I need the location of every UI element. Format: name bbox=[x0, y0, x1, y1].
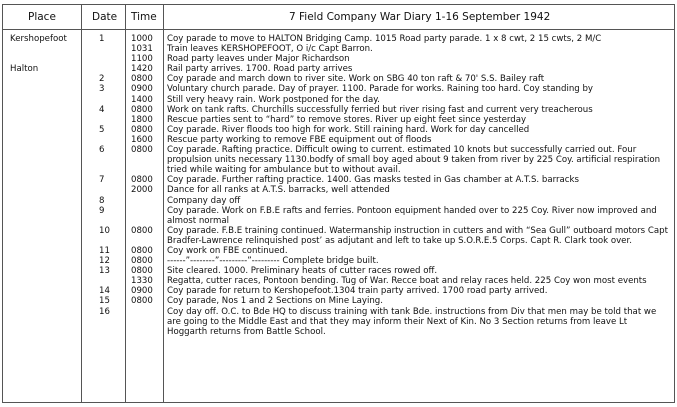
entry-text-cell: Coy parade, Nos 1 and 2 Sections on Mine Laying. bbox=[167, 296, 383, 307]
date-cell: 1 bbox=[99, 34, 105, 44]
time-cell: 0800 bbox=[131, 145, 153, 156]
time-cell bbox=[125, 196, 163, 206]
diary-entry-row bbox=[3, 196, 674, 206]
time-cell: 1600 bbox=[131, 134, 153, 145]
time-cell: 0800 bbox=[131, 245, 153, 256]
date-cell: 2 bbox=[99, 74, 105, 85]
diary-entry-row bbox=[3, 105, 674, 115]
place-cell bbox=[3, 84, 81, 94]
diary-entry-row bbox=[3, 135, 674, 145]
diary-entry-row bbox=[3, 246, 674, 256]
entry-text-cell: Coy parade. River floods too high for work. Still raining hard. Work for day cancelled bbox=[167, 124, 530, 135]
entry-text-cell: Coy parade. Work on F.B.E rafts and ferries. Pontoon equipment handed over to 225 Coy. River now improved and almost normal bbox=[167, 205, 657, 226]
date-cell: 14 bbox=[99, 286, 110, 297]
header-title: 7 Field Company War Diary 1-16 September 1942 bbox=[289, 11, 551, 23]
diary-entry-row bbox=[3, 276, 674, 286]
place-cell: Halton bbox=[10, 64, 39, 75]
diary-entry-row bbox=[3, 74, 674, 84]
date-cell bbox=[81, 64, 125, 74]
time-cell: 0800 bbox=[131, 256, 153, 267]
date-cell: 6 bbox=[99, 145, 105, 156]
time-cell: 1400 bbox=[131, 94, 153, 105]
time-cell: 0800 bbox=[131, 74, 153, 85]
entry-text-cell: ------”--------”---------”--------- Complete bridge built. bbox=[167, 256, 379, 267]
entry-text-cell: Coy day off. O.C. to Bde HQ to discuss training with tank Bde. instructions from Div that men may be told that we are going to the Middle East and that they may inform their Next of Kin. No 3 Section returns from leave Lt Hoggarth returns from Battle School. bbox=[167, 306, 657, 337]
date-cell: 16 bbox=[99, 306, 110, 317]
diary-entry-row bbox=[3, 266, 674, 276]
date-cell: 12 bbox=[99, 256, 110, 267]
entry-text-cell: Rail party arrives. 1700. Road party arrives bbox=[167, 64, 353, 75]
entry-text-cell: Dance for all ranks at A.T.S. barracks, well attended bbox=[167, 185, 390, 196]
time-cell bbox=[125, 206, 163, 226]
diary-entry-row bbox=[3, 64, 674, 74]
entry-text-cell: Train leaves KERSHOPEFOOT, O i/c Capt Barron. bbox=[167, 44, 373, 55]
date-cell: 10 bbox=[99, 225, 110, 236]
place-cell bbox=[3, 135, 81, 145]
diary-entry-row bbox=[3, 175, 674, 185]
place-cell bbox=[3, 175, 81, 185]
place-cell bbox=[3, 246, 81, 256]
header-date: Date bbox=[92, 11, 118, 23]
entry-text-cell: Regatta, cutter races, Pontoon bending. Tug of War. Recce boat and relay races held. 225 Coy won most events bbox=[167, 276, 647, 287]
place-cell bbox=[3, 307, 81, 337]
date-cell: 9 bbox=[99, 205, 105, 216]
place-cell bbox=[3, 54, 81, 64]
place-cell bbox=[3, 74, 81, 84]
diary-entry-row bbox=[3, 296, 674, 306]
time-cell: 0800 bbox=[131, 175, 153, 186]
entry-text-cell: Coy parade for return to Kershopefoot.1304 train party arrived. 1700 road party arrived. bbox=[167, 286, 548, 297]
place-cell bbox=[3, 286, 81, 296]
date-cell bbox=[81, 44, 125, 54]
time-cell bbox=[125, 307, 163, 337]
header-time: Time bbox=[131, 11, 157, 23]
time-cell: 0800 bbox=[131, 225, 153, 236]
diary-entry-row bbox=[3, 84, 674, 94]
place-cell bbox=[3, 266, 81, 276]
entry-text-cell: Rescue party working to remove FBE equipment out of floods bbox=[167, 134, 432, 145]
place-cell bbox=[3, 105, 81, 115]
diary-entry-row bbox=[3, 145, 674, 175]
time-cell: 0900 bbox=[131, 286, 153, 297]
entry-text-cell: Work on tank rafts. Churchills successfully ferried but river rising fast and current very treacherous bbox=[167, 104, 593, 115]
entry-text-cell: Site cleared. 1000. Preliminary heats of cutter races rowed off. bbox=[167, 266, 438, 277]
diary-entry-row bbox=[3, 286, 674, 296]
entry-text-cell: Coy parade and march down to river site. Work on SBG 40 ton raft & 70' S.S. Bailey raft bbox=[167, 74, 545, 85]
date-cell: 3 bbox=[99, 84, 105, 95]
place-cell bbox=[3, 185, 81, 195]
place-cell bbox=[3, 145, 81, 175]
entry-text-cell: Still very heavy rain. Work postponed for the day. bbox=[167, 94, 380, 105]
time-cell: 1420 bbox=[131, 64, 153, 75]
header-place: Place bbox=[28, 11, 56, 23]
diary-entry-row bbox=[3, 125, 674, 135]
diary-entry-row bbox=[3, 115, 674, 125]
date-cell: 5 bbox=[99, 124, 105, 135]
place-cell: Kershopefoot bbox=[10, 34, 67, 44]
entry-text-cell: Coy parade. Further rafting practice. 1400. Gas masks tested in Gas chamber at A.T.S. barracks bbox=[167, 175, 579, 186]
entry-text-cell: Rescue parties sent to “hard” to remove stores. River up eight feet since yesterday bbox=[167, 114, 527, 125]
date-cell bbox=[81, 54, 125, 64]
date-cell bbox=[81, 185, 125, 195]
diary-entry-row bbox=[3, 256, 674, 266]
time-cell: 0800 bbox=[131, 104, 153, 115]
entry-text-cell: Coy parade to move to HALTON Bridging Camp. 1015 Road party parade. 1 x 8 cwt, 2 15 cwts, 2 M/C bbox=[167, 34, 602, 44]
place-cell bbox=[3, 44, 81, 54]
place-cell bbox=[3, 125, 81, 135]
date-cell: 4 bbox=[99, 104, 105, 115]
diary-entry-row bbox=[3, 44, 674, 54]
place-cell bbox=[3, 276, 81, 286]
diary-entry-row bbox=[3, 34, 674, 44]
date-cell bbox=[81, 276, 125, 286]
place-cell bbox=[3, 296, 81, 306]
entry-text-cell: Road party leaves under Major Richardson bbox=[167, 54, 350, 65]
entry-text-cell: Coy parade. F.B.E training continued. Watermanship instruction in cutters and with “Sea Gull” outboard motors Capt Bradfer-Lawrence relinquished post’ as adjutant and left to take up S.O.R.E.5 Corps. Capt R. Clark took over. bbox=[167, 225, 668, 246]
place-cell bbox=[3, 115, 81, 125]
diary-entry-row bbox=[3, 95, 674, 105]
time-cell: 2000 bbox=[131, 185, 153, 196]
time-cell: 1800 bbox=[131, 114, 153, 125]
entry-text-cell: Company day off bbox=[167, 195, 241, 206]
entry-text-cell: Coy parade. Rafting practice. Difficult owing to current. estimated 10 knots but successfully carried out. Four propulsion units necessary 1130.bodfy of small boy aged about 9 taken from river by 225 Coy. artificial respiration tried while waiting for ambulance but to without avail. bbox=[167, 145, 661, 176]
date-cell: 13 bbox=[99, 266, 110, 277]
entry-text-cell: Voluntary church parade. Day of prayer. 1100. Parade for works. Raining too hard. Coy standing by bbox=[167, 84, 594, 95]
entry-text-cell: Coy work on FBE continued. bbox=[167, 245, 288, 256]
table-body bbox=[3, 29, 674, 402]
time-cell: 0900 bbox=[131, 84, 153, 95]
diary-entry-row bbox=[3, 54, 674, 64]
place-cell bbox=[3, 196, 81, 206]
date-cell bbox=[81, 95, 125, 105]
place-cell bbox=[3, 95, 81, 105]
table-header bbox=[3, 5, 674, 30]
date-cell: 11 bbox=[99, 245, 110, 256]
date-cell: 7 bbox=[99, 175, 105, 186]
date-cell bbox=[81, 135, 125, 145]
time-cell: 1031 bbox=[131, 44, 153, 55]
time-cell: 1100 bbox=[131, 54, 153, 65]
time-cell: 0800 bbox=[131, 266, 153, 277]
diary-entry-row bbox=[3, 226, 674, 246]
diary-entry-row bbox=[3, 185, 674, 195]
time-cell: 1000 bbox=[131, 34, 153, 44]
date-cell: 8 bbox=[99, 195, 105, 206]
time-cell: 0800 bbox=[131, 296, 153, 307]
place-cell bbox=[3, 226, 81, 246]
place-cell bbox=[3, 256, 81, 266]
diary-rows bbox=[3, 34, 674, 337]
place-cell bbox=[3, 206, 81, 226]
date-cell: 15 bbox=[99, 296, 110, 307]
time-cell: 0800 bbox=[131, 124, 153, 135]
date-cell bbox=[81, 115, 125, 125]
diary-entry-row bbox=[3, 206, 674, 226]
diary-entry-row bbox=[3, 307, 674, 337]
time-cell: 1330 bbox=[131, 276, 153, 287]
war-diary-table bbox=[2, 4, 675, 403]
